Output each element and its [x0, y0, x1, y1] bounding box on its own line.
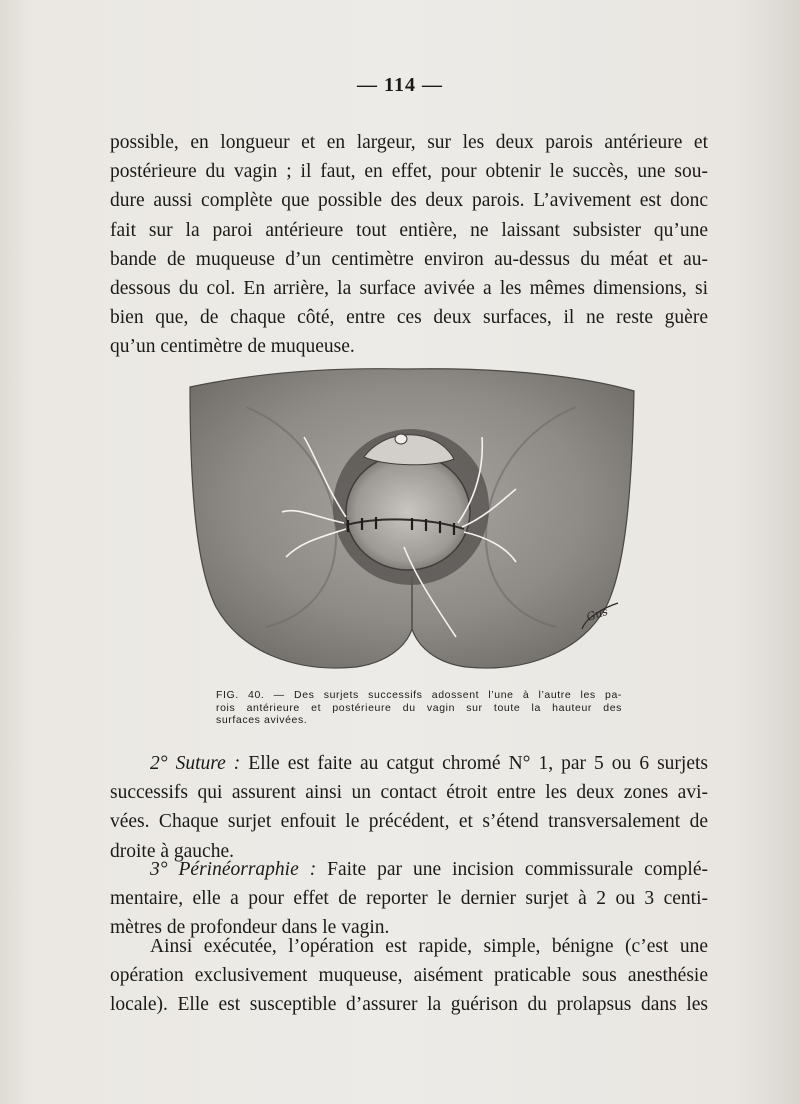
intro-paragraph [110, 128, 708, 362]
figure-caption [216, 689, 622, 727]
text-line: mentaire, elle a pour effet de reporter le dernier surjet à 2 ou 3 centi- [110, 888, 708, 910]
text-line: 2° Suture : Elle est faite au catgut chromé N° 1, par 5 ou 6 surjets [150, 753, 708, 774]
text-line: postérieure du vagin ; il faut, en effet, pour obtenir le succès, une sou- [110, 161, 708, 183]
text-line: locale). Elle est susceptible d’assurer la guérison du prolapsus dans les [110, 994, 708, 1016]
caption-line: surfaces avivées. [216, 714, 308, 726]
text-line: successifs qui assurent ainsi un contact étroit entre les deux zones avi- [110, 782, 708, 804]
caption-line: FIG. 40. — Des surjets successifs adossent l’une à l’autre les pa- [216, 689, 622, 701]
surgical-illustration [186, 367, 638, 679]
text-line: qu’un centimètre de muqueuse. [110, 336, 355, 358]
page-number: — 114 — [357, 74, 443, 96]
svg-text:Gus: Gus [584, 604, 610, 624]
text-line: vées. Chaque surjet enfouit le précédent, et s’étend transversalement de [110, 811, 708, 833]
text-line: bande de muqueuse d’un centimètre environ au-dessus du méat et au- [110, 248, 708, 270]
text-line: Ainsi exécutée, l’opération est rapide, simple, bénigne (c’est une [150, 936, 708, 957]
text-line: 3° Périnéorraphie : Faite par une incision commissurale complé- [150, 859, 708, 880]
section-heading: 2° Suture : [150, 753, 241, 774]
text-line: opération exclusivement muqueuse, aisément praticable sous anesthésie [110, 965, 708, 987]
suture-paragraph [110, 749, 708, 866]
illustration-drawing [186, 367, 638, 679]
text-line: bien que, de chaque côté, entre ces deux surfaces, il ne reste guère [110, 307, 708, 329]
text-line: fait sur la paroi antérieure tout entière, ne laissant subsister qu’une [110, 219, 708, 241]
text-line: possible, en longueur et en largeur, sur les deux parois antérieure et [110, 132, 708, 153]
caption-line: rois antérieure et postérieure du vagin sur toute la hauteur des [216, 701, 622, 714]
text-line: dure aussi complète que possible des deux parois. L’avivement est donc [110, 190, 708, 212]
text-line: dessous du col. En arrière, la surface avivée a les mêmes dimensions, si [110, 278, 708, 300]
conclusion-paragraph [110, 932, 708, 1020]
text-line: mètres de profondeur dans le vagin. [110, 917, 390, 939]
section-heading: 3° Périnéorraphie : [150, 859, 317, 880]
text-line: droite à gauche. [110, 840, 234, 862]
perineorraphie-paragraph [110, 855, 708, 943]
